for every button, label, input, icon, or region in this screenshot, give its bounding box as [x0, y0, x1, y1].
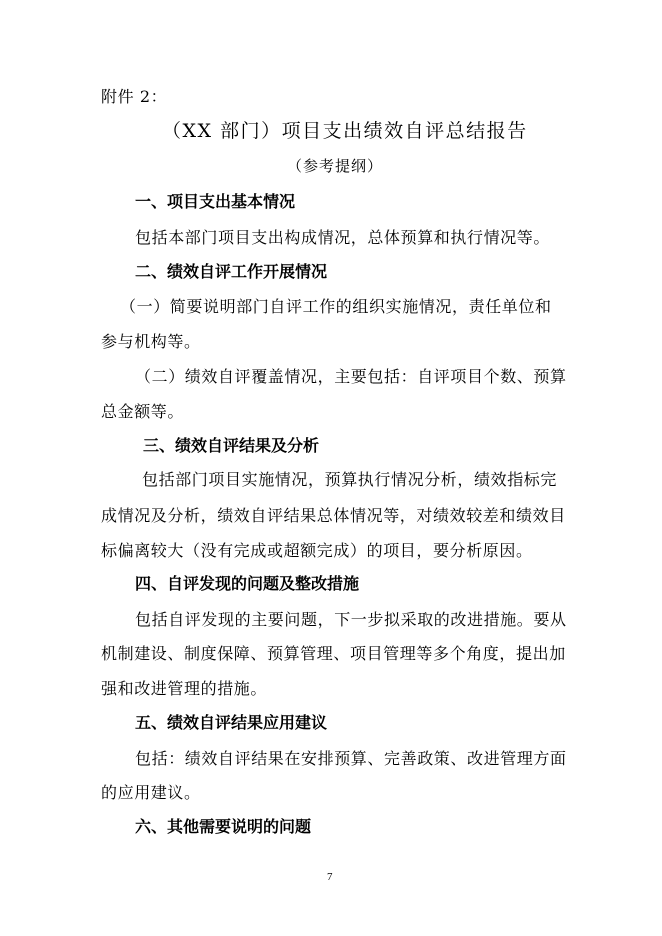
section-2-line-2: 参与机构等。 [101, 332, 201, 351]
section-3-line-3: 标偏离较大（没有完成或超额完成）的项目，要分析原因。 [101, 541, 533, 560]
section-4-line-1: 包括自评发现的主要问题，下一步拟采取的改进措施。要从 [135, 610, 567, 629]
section-5-line-1: 包括：绩效自评结果在安排预算、完善政策、改进管理方面 [135, 749, 567, 768]
section-4-line-2: 机制建设、制度保障、预算管理、项目管理等多个角度，提出加 [101, 644, 566, 663]
section-5-line-2: 的应用建议。 [101, 783, 201, 802]
section-2-line-3: （二）绩效自评覆盖情况，主要包括：自评项目个数、预算 [135, 367, 567, 386]
section-2-line-1: （一）简要说明部门自评工作的组织实施情况，责任单位和 [120, 297, 552, 316]
page-number: 7 [327, 871, 333, 883]
section-3-line-2: 成情况及分析，绩效自评结果总体情况等，对绩效较差和绩效目 [101, 506, 566, 525]
section-heading-3: 三、绩效自评结果及分析 [143, 436, 320, 455]
document-subtitle: （参考提纲） [287, 157, 384, 175]
section-heading-4: 四、自评发现的问题及整改措施 [135, 574, 360, 593]
section-2-line-4: 总金额等。 [101, 402, 185, 421]
document-title: （XX 部门）项目支出绩效自评总结报告 [162, 120, 528, 142]
section-4-line-3: 强和改进管理的措施。 [101, 679, 268, 698]
section-heading-6: 六、其他需要说明的问题 [135, 817, 312, 836]
section-heading-5: 五、绩效自评结果应用建议 [135, 713, 328, 732]
section-heading-2: 二、绩效自评工作开展情况 [135, 262, 328, 281]
section-heading-1: 一、项目支出基本情况 [135, 192, 296, 211]
section-3-line-1: 包括部门项目实施情况，预算执行情况分析，绩效指标完 [142, 470, 558, 489]
section-1-line-1: 包括本部门项目支出构成情况，总体预算和执行情况等。 [135, 228, 551, 247]
attachment-label: 附件 2： [101, 87, 168, 106]
